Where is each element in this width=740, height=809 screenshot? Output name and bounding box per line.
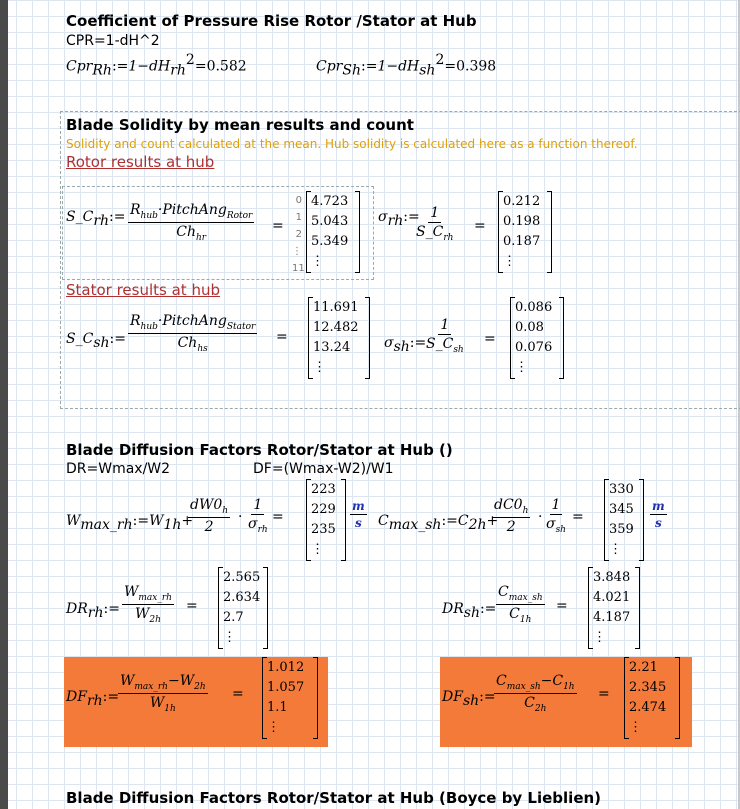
sigma-rh-result-matrix[interactable]: 0.212 0.198 0.187 ⋮ [498,192,552,272]
cmax-sh-unit[interactable]: $\frac{m}{s}$ [652,499,665,530]
df-rh-equals: = [232,686,244,702]
sigma-sh-equals: = [484,331,496,347]
dr-sh-fraction: $\frac{C_{max\_sh}}{C_{1h}}$ [498,584,543,625]
dr-sh-equals: = [556,598,568,614]
sigma-rh-fraction: $\frac{1}{S\_C_{rh}}$ [416,205,454,243]
section-title-diffusion: Blade Diffusion Factors Rotor/Stator at Hub () [66,441,453,459]
dr-sh-definition[interactable]: $DR_{sh}:=$ [442,601,497,622]
sc-rh-result-matrix[interactable]: 4.723 5.043 5.349 ⋮ [306,192,360,272]
rotor-results-link[interactable]: Rotor results at hub [66,153,215,171]
df-formula-text[interactable]: DF=(Wmax-W2)/W1 [253,461,394,477]
df-rh-result-matrix[interactable]: 1.012 1.057 1.1 ⋮ [262,658,318,738]
left-gutter [0,0,8,809]
sc-rh-index-column: 0 1 2 ⋮ 11 [292,195,305,274]
cmax-sh-equals: = [572,509,584,525]
dr-rh-fraction: $\frac{W_{max\_rh}}{W_{2h}}$ [124,584,172,625]
section-title-cpr: Coefficient of Pressure Rise Rotor /Stator at Hub [66,12,477,30]
wmax-rh-fraction-1: $\frac{dW0_h}{2}$ [190,497,229,535]
df-sh-fraction: $\frac{C_{max\_sh}-C_{1h}}{C_{2h}}$ [496,673,575,714]
section-title-solidity: Blade Solidity by mean results and count [66,116,414,134]
cmax-sh-definition[interactable]: $C_{max\_sh}:=C_{2h}+$ [378,513,499,534]
sc-sh-definition[interactable]: $S\_C_{sh}:=$ [66,331,126,352]
sigma-rh-definition[interactable]: $\sigma_{rh}:=$ [378,209,420,230]
cmax-sh-dot: · [538,509,543,525]
dr-formula-text[interactable]: DR=Wmax/W2 [66,461,171,477]
cpr-sh-result: 0.398 [456,58,497,75]
sigma-sh-definition[interactable]: $\sigma_{sh}:=$ [384,335,427,356]
cmax-sh-fraction-1: $\frac{dC0_h}{2}$ [494,497,529,535]
df-rh-fraction: $\frac{W_{max\_rh}-W_{2h}}{W_{1h}}$ [120,673,206,714]
sc-rh-definition[interactable]: $S\_C_{rh}:=$ [66,209,126,230]
df-sh-definition[interactable]: $DF_{sh}:=$ [442,689,496,710]
wmax-rh-dot: · [238,509,243,525]
sc-sh-fraction: $\frac{R_{hub}\cdot PitchAng_{Stator}}{Ch_{hs}}$ [130,313,256,354]
sc-rh-fraction: $\frac{R_{hub}\cdot PitchAng_{Rotor}}{Ch_{hr}}$ [130,202,253,243]
wmax-rh-result-matrix[interactable]: 223 229 235 ⋮ [306,480,346,560]
stator-results-link[interactable]: Stator results at hub [66,281,220,299]
wmax-rh-fraction-2: $\frac{1}{\sigma_{rh}}$ [248,497,268,535]
cpr-sh-symbol: Cpr [316,58,343,75]
df-sh-result-matrix[interactable]: 2.21 2.345 2.474 ⋮ [624,658,680,738]
cpr-rh-symbol: Cpr [66,58,93,75]
df-rh-definition[interactable]: $DF_{rh}:=$ [66,689,120,710]
sc-sh-equals: = [276,329,288,345]
wmax-rh-definition[interactable]: $W_{max\_rh}:=W_{1h}+$ [66,513,194,534]
sc-rh-equals: = [272,218,284,234]
sigma-sh-result-matrix[interactable]: 0.086 0.08 0.076 ⋮ [510,298,564,378]
wmax-rh-equals: = [272,509,284,525]
cpr-formula-text[interactable]: CPR=1-dH^2 [66,33,160,49]
sigma-sh-fraction: $\frac{1}{S\_C_{sh}}$ [426,317,464,355]
dr-sh-result-matrix[interactable]: 3.848 4.021 4.187 ⋮ [588,568,640,648]
cpr-sh-region[interactable]: $Cpr_{Sh}:=1-dH_{sh}^2=0.398$ [316,52,497,79]
dr-rh-definition[interactable]: $DR_{rh}:=$ [66,601,120,622]
sc-sh-result-matrix[interactable]: 11.691 12.482 13.24 ⋮ [308,298,370,378]
df-sh-equals: = [598,686,610,702]
sigma-rh-equals: = [474,218,486,234]
solidity-note: Solidity and count calculated at the mean. Hub solidity is calculated here as a function thereof. [66,137,638,151]
dr-rh-equals: = [186,598,198,614]
dr-rh-result-matrix[interactable]: 2.565 2.634 2.7 ⋮ [218,568,268,648]
cpr-rh-region[interactable]: $Cpr_{Rh}:=1-dH_{rh}^2=0.582$ [66,52,247,79]
section-title-boyce: Blade Diffusion Factors Rotor/Stator at Hub (Boyce by Lieblien) [66,789,602,807]
cmax-sh-fraction-2: $\frac{1}{\sigma_{sh}}$ [546,497,566,535]
cmax-sh-result-matrix[interactable]: 330 345 359 ⋮ [604,480,644,560]
cpr-rh-result: 0.582 [206,58,247,75]
wmax-rh-unit[interactable]: $\frac{m}{s}$ [352,499,365,530]
